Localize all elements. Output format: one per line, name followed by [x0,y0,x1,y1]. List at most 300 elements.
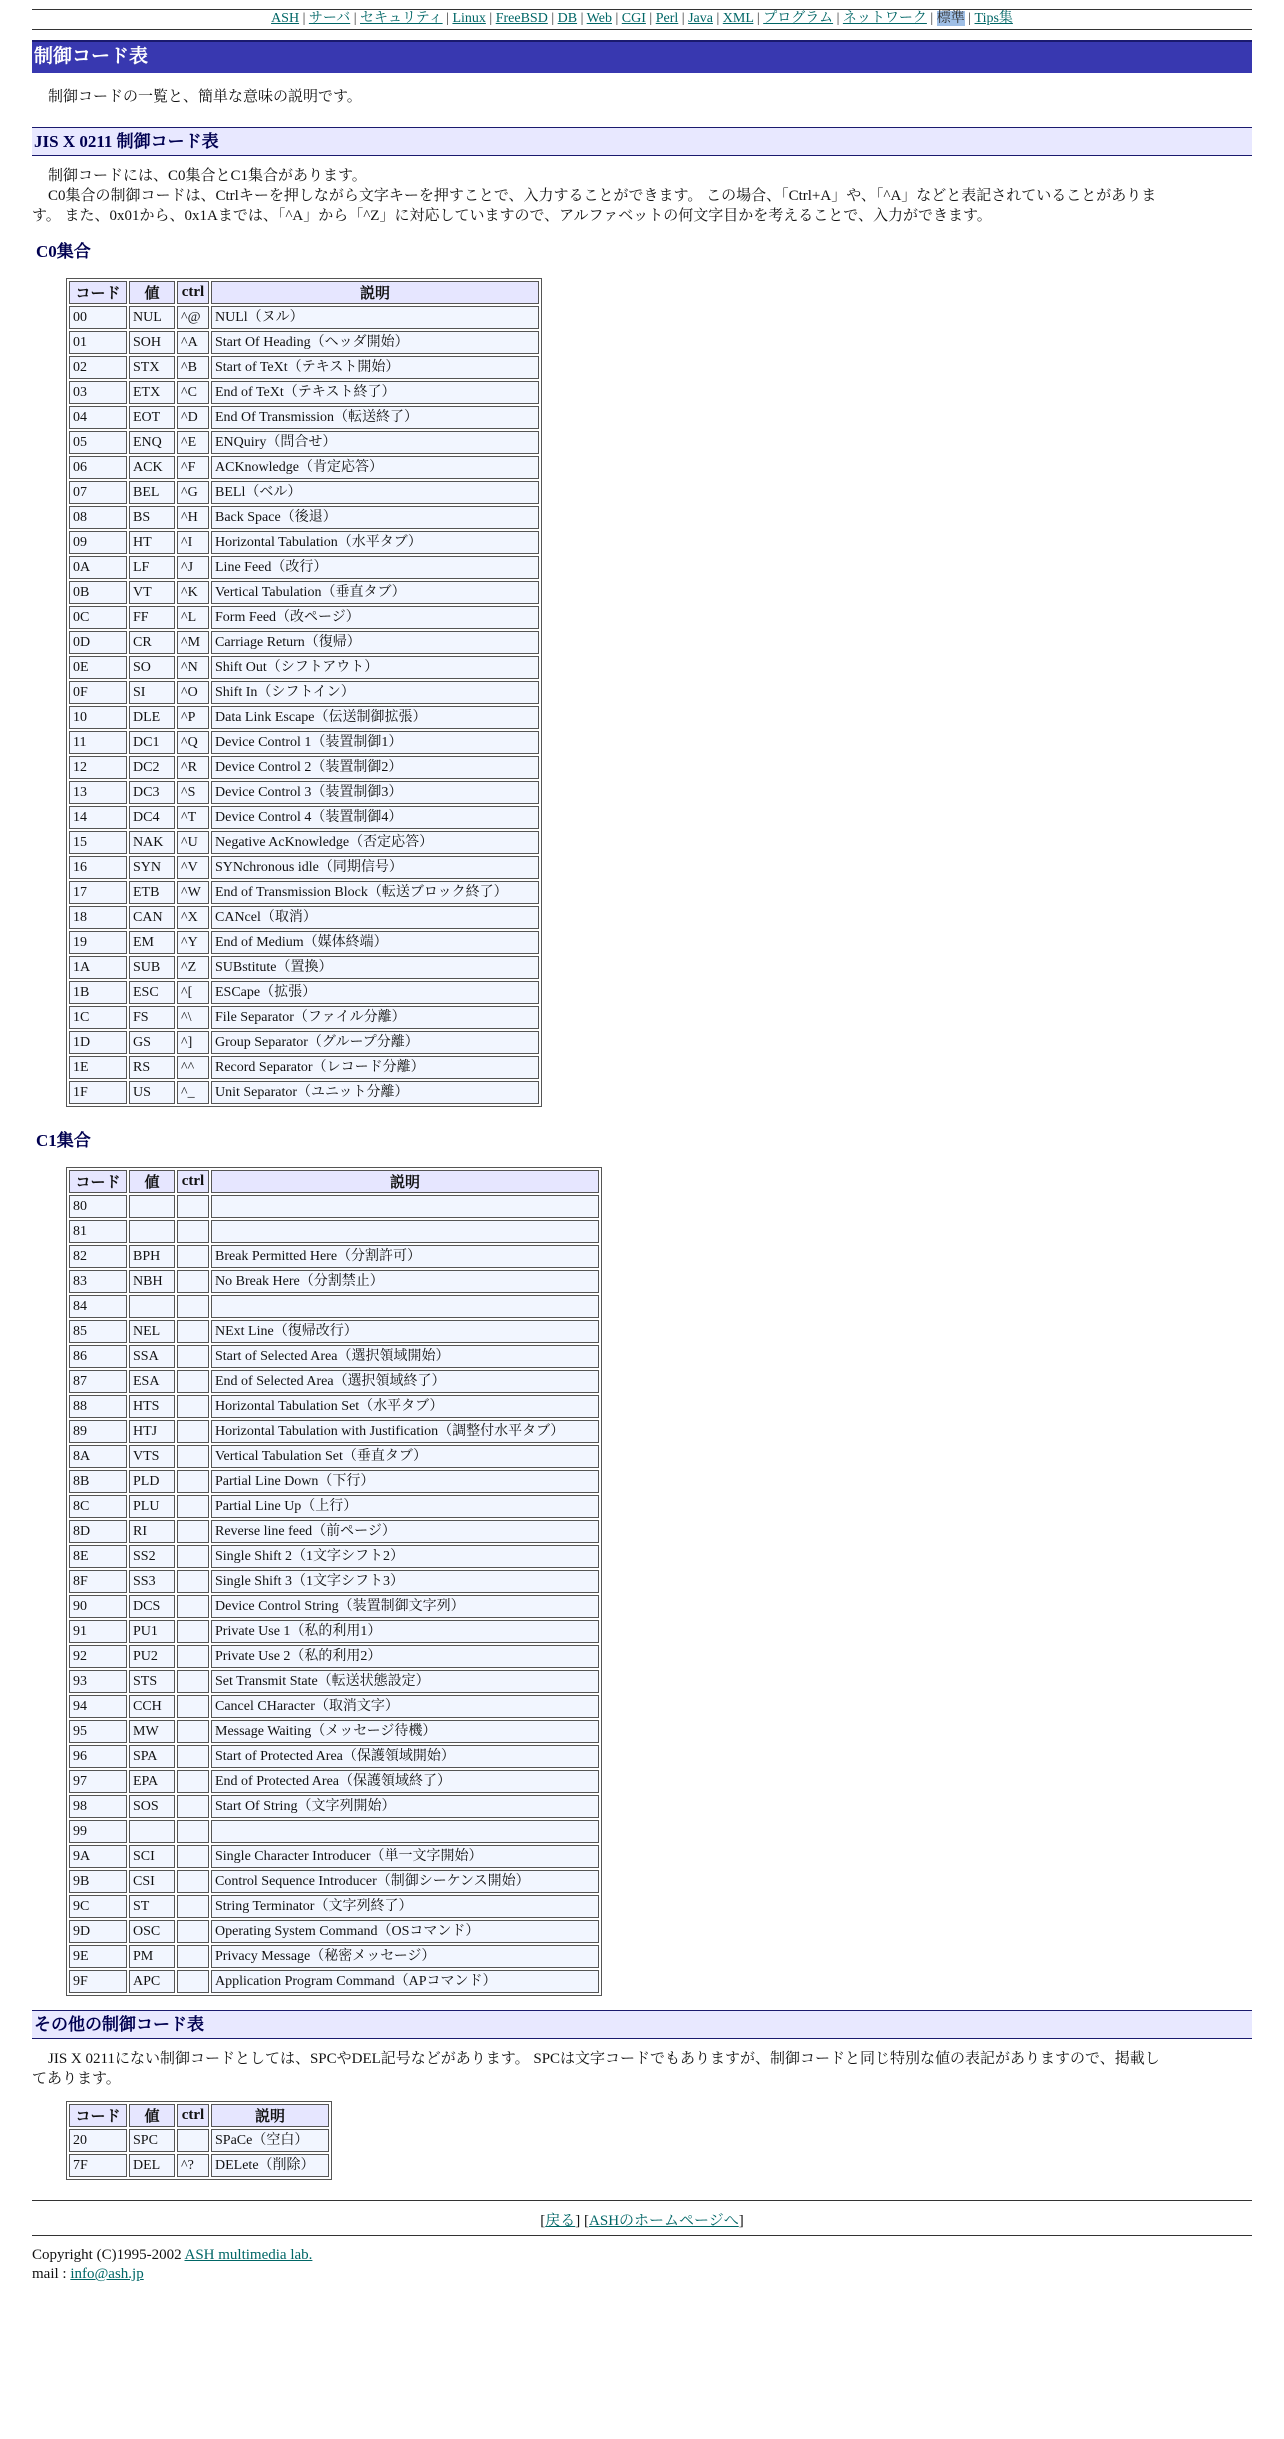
page-title: 制御コード表 [32,40,1252,73]
cell-value: LF [129,556,175,579]
cell-ctrl [177,1595,209,1618]
cell-desc: Message Waiting（メッセージ待機） [211,1720,599,1743]
table-row [69,756,539,779]
cell-ctrl [177,1670,209,1693]
table-row [69,306,539,329]
cell-desc: No Break Here（分割禁止） [211,1270,599,1293]
cell-desc: Device Control 4（装置制御4） [211,806,539,829]
cell-ctrl [177,1195,209,1218]
cell-desc: Partial Line Down（下行） [211,1470,599,1493]
cell-desc: Horizontal Tabulation（水平タブ） [211,531,539,554]
cell-ctrl: ^O [177,681,209,704]
cell-desc [211,1220,599,1243]
cell-desc: Single Character Introducer（単一文字開始） [211,1845,599,1868]
cell-ctrl: ^G [177,481,209,504]
cell-ctrl: ^\ [177,1006,209,1029]
cell-ctrl [177,1545,209,1568]
cell-desc: Start Of Heading（ヘッダ開始） [211,331,539,354]
cell-value: SUB [129,956,175,979]
cell-code: 10 [69,706,127,729]
cell-ctrl: ^A [177,331,209,354]
table-row [69,1620,599,1643]
cell-ctrl: ^P [177,706,209,729]
jis-desc-line2: C0集合の制御コードは、Ctrlキーを押しながら文字キーを押すことで、入力することができます。 この場合、「Ctrl+A」や、「^A」などと表記されていることがありま [48,188,1157,204]
cell-ctrl [177,1695,209,1718]
cell-ctrl [177,1895,209,1918]
cell-ctrl: ^_ [177,1081,209,1104]
cell-desc: Device Control 3（装置制御3） [211,781,539,804]
cell-value: BEL [129,481,175,504]
cell-value: EM [129,931,175,954]
table-row [69,1820,599,1843]
cell-value: HTJ [129,1420,175,1443]
table-row [69,856,539,879]
table-row [69,1081,539,1104]
cell-value: PU2 [129,1645,175,1668]
cell-value: SI [129,681,175,704]
table-row [69,1056,539,1079]
cell-value: EPA [129,1770,175,1793]
cell-code: 07 [69,481,127,504]
mail-link[interactable]: info@ash.jp [70,2266,144,2282]
table-row [69,1770,599,1793]
cell-desc: Device Control String（装置制御文字列） [211,1595,599,1618]
cell-desc: ESCape（拡張） [211,981,539,1004]
cell-code: 9C [69,1895,127,1918]
cell-ctrl: ^Q [177,731,209,754]
nav-separator: | [299,11,309,26]
cell-ctrl: ^] [177,1031,209,1054]
org-link[interactable]: ASH multimedia lab. [184,2247,313,2263]
cell-code: 8A [69,1445,127,1468]
cell-desc: Shift Out（シフトアウト） [211,656,539,679]
nav-link[interactable]: Web [586,11,612,26]
cell-code: 9A [69,1845,127,1868]
cell-ctrl [177,1220,209,1243]
table-row [69,581,539,604]
table-row [69,631,539,654]
cell-desc: SPaCe（空白） [211,2129,329,2152]
cell-value [129,1220,175,1243]
table-header-row [69,1170,599,1193]
cell-ctrl: ^D [177,406,209,429]
cell-code: 9B [69,1870,127,1893]
cell-desc: Line Feed（改行） [211,556,539,579]
nav-separator: | [753,11,764,26]
cell-ctrl [177,1395,209,1418]
cell-code: 03 [69,381,127,404]
cell-value: VT [129,581,175,604]
cell-code: 95 [69,1720,127,1743]
cell-ctrl: ^M [177,631,209,654]
nav-separator: | [442,11,453,26]
nav-separator: | [350,11,361,26]
table-row [69,556,539,579]
cell-code: 8C [69,1495,127,1518]
cell-desc: SUBstitute（置換） [211,956,539,979]
cell-desc: File Separator（ファイル分離） [211,1006,539,1029]
cell-value: ESC [129,981,175,1004]
cell-code: 89 [69,1420,127,1443]
table-row [69,1345,599,1368]
table-row [69,481,539,504]
cell-code: 87 [69,1370,127,1393]
cell-desc: Vertical Tabulation Set（垂直タブ） [211,1445,599,1468]
cell-desc: Control Sequence Introducer（制御シーケンス開始） [211,1870,599,1893]
cell-value: ENQ [129,431,175,454]
cell-desc: Horizontal Tabulation Set（水平タブ） [211,1395,599,1418]
table-row [69,881,539,904]
back-link[interactable]: 戻る [545,2213,576,2229]
table-row [69,731,539,754]
nav-link[interactable]: 標準 [936,11,965,26]
nav-link[interactable]: XML [722,11,754,26]
header-code: コード [69,2104,127,2127]
table-row [69,1420,599,1443]
cell-desc: Record Separator（レコード分離） [211,1056,539,1079]
nav-link[interactable]: Java [688,11,713,26]
cell-code: 0B [69,581,127,604]
table-row [69,981,539,1004]
cell-code: 91 [69,1620,127,1643]
cell-desc: Start Of String（文字列開始） [211,1795,599,1818]
table-header-row [69,2104,329,2127]
nav-link[interactable]: ASH [271,11,300,26]
cell-ctrl: ^J [177,556,209,579]
cell-code: 20 [69,2129,127,2152]
cell-code: 02 [69,356,127,379]
cell-code: 19 [69,931,127,954]
table-row [69,1395,599,1418]
section-other-description [32,2049,1252,2089]
cell-ctrl [177,1620,209,1643]
cell-value: EOT [129,406,175,429]
cell-ctrl: ^T [177,806,209,829]
table-row [69,1295,599,1318]
cell-code: 90 [69,1595,127,1618]
cell-ctrl [177,2129,209,2152]
cell-desc: Operating System Command（OSコマンド） [211,1920,599,1943]
cell-desc: Single Shift 2（1文字シフト2） [211,1545,599,1568]
cell-value: PM [129,1945,175,1968]
cell-value: CR [129,631,175,654]
cell-ctrl: ^E [177,431,209,454]
cell-code: 8E [69,1545,127,1568]
cell-desc: Single Shift 3（1文字シフト3） [211,1570,599,1593]
cell-code: 00 [69,306,127,329]
header-desc: 説明 [211,281,539,304]
cell-code: 11 [69,731,127,754]
cell-code: 15 [69,831,127,854]
cell-code: 08 [69,506,127,529]
nav-separator: | [611,11,622,26]
cell-ctrl [177,1945,209,1968]
table-row [69,781,539,804]
top-navigation [32,9,1252,30]
nav-link[interactable]: セキュリティ [360,11,443,26]
cell-desc: Device Control 1（装置制御1） [211,731,539,754]
cell-value: ETB [129,881,175,904]
nav-separator: | [833,11,843,26]
nav-link[interactable]: ネットワーク [842,11,927,26]
cell-value: SPC [129,2129,175,2152]
cell-desc: SYNchronous idle（同期信号） [211,856,539,879]
nav-link[interactable]: DB [557,11,578,26]
cell-code: 04 [69,406,127,429]
cell-ctrl: ^Z [177,956,209,979]
table-row [69,1370,599,1393]
cell-value: DC3 [129,781,175,804]
cell-ctrl [177,1845,209,1868]
other-table [66,2101,332,2180]
header-desc: 説明 [211,1170,599,1193]
table-row [69,1031,539,1054]
cell-value: MW [129,1720,175,1743]
table-row [69,931,539,954]
cell-value: DC4 [129,806,175,829]
cell-ctrl [177,1795,209,1818]
cell-ctrl: ^C [177,381,209,404]
cell-desc: Negative AcKnowledge（否定応答） [211,831,539,854]
table-row [69,356,539,379]
section-heading-jis: JIS X 0211 制御コード表 [32,127,1252,156]
nav-separator: | [485,11,496,26]
header-value: 値 [129,1170,175,1193]
cell-code: 80 [69,1195,127,1218]
cell-value: DLE [129,706,175,729]
header-ctrl: ctrl [177,2104,209,2127]
table-row [69,1195,599,1218]
table-row [69,431,539,454]
table-row [69,1220,599,1243]
cell-desc: End of Selected Area（選択領域終了） [211,1370,599,1393]
cell-desc: String Terminator（文字列終了） [211,1895,599,1918]
cell-desc: Break Permitted Here（分割許可） [211,1245,599,1268]
nav-link[interactable]: Linux [452,11,486,26]
table-row [69,956,539,979]
cell-value: BPH [129,1245,175,1268]
cell-desc: Form Feed（改ページ） [211,606,539,629]
header-value: 値 [129,2104,175,2127]
nav-link[interactable]: プログラム [763,11,834,26]
cell-code: 1E [69,1056,127,1079]
table-row [69,1845,599,1868]
jis-desc-line1: 制御コードには、C0集合とC1集合があります。 [48,168,367,184]
cell-desc: Reverse line feed（前ページ） [211,1520,599,1543]
cell-code: 1B [69,981,127,1004]
cell-desc: Device Control 2（装置制御2） [211,756,539,779]
cell-desc: Partial Line Up（上行） [211,1495,599,1518]
cell-value [129,1820,175,1843]
cell-desc: Start of Selected Area（選択領域開始） [211,1345,599,1368]
cell-value: NBH [129,1270,175,1293]
table-row [69,1645,599,1668]
cell-value: SSA [129,1345,175,1368]
cell-value: VTS [129,1445,175,1468]
cell-ctrl: ^Y [177,931,209,954]
cell-code: 0F [69,681,127,704]
cell-desc: Back Space（後退） [211,506,539,529]
cell-code: 01 [69,331,127,354]
header-code: コード [69,281,127,304]
table-row [69,1270,599,1293]
table-row [69,456,539,479]
cell-ctrl: ^S [177,781,209,804]
cell-code: 12 [69,756,127,779]
table-row [69,1595,599,1618]
table-row [69,1445,599,1468]
table-row [69,1545,599,1568]
table-row [69,506,539,529]
cell-desc: Group Separator（グループ分離） [211,1031,539,1054]
cell-code: 17 [69,881,127,904]
cell-code: 8D [69,1520,127,1543]
cell-code: 09 [69,531,127,554]
cell-code: 83 [69,1270,127,1293]
cell-desc: Private Use 1（私的利用1） [211,1620,599,1643]
cell-value: GS [129,1031,175,1054]
cell-ctrl: ^@ [177,306,209,329]
cell-code: 0D [69,631,127,654]
cell-desc: End of Transmission Block（転送ブロック終了） [211,881,539,904]
cell-value: SOS [129,1795,175,1818]
bottom-navigation: [戻る] [ASHのホームページへ] [32,2200,1252,2236]
nav-link[interactable]: Tips集 [974,11,1013,26]
cell-value: FS [129,1006,175,1029]
page [32,9,1252,2284]
table-row [69,331,539,354]
cell-value: US [129,1081,175,1104]
cell-ctrl [177,1420,209,1443]
cell-code: 8F [69,1570,127,1593]
cell-value: NUL [129,306,175,329]
cell-value: ST [129,1895,175,1918]
cell-desc [211,1820,599,1843]
cell-desc: Unit Separator（ユニット分離） [211,1081,539,1104]
cell-code: 7F [69,2154,127,2177]
cell-ctrl: ^K [177,581,209,604]
nav-separator: | [712,11,723,26]
copyright-text: Copyright (C)1995-2002 [32,2247,185,2263]
cell-desc: Shift In（シフトイン） [211,681,539,704]
other-desc-line1: JIS X 0211にない制御コードとしては、SPCやDEL記号などがあります。 SPCは文字コードでもありますが、制御コードと同じ特別な値の表記がありますので、掲載し [48,2051,1160,2067]
cell-desc: NULl（ヌル） [211,306,539,329]
mail-label: mail : [32,2266,71,2282]
table-row [69,681,539,704]
cell-value [129,1195,175,1218]
table-row [69,381,539,404]
cell-value: ESA [129,1370,175,1393]
cell-desc: CANcel（取消） [211,906,539,929]
cell-desc: End of TeXt（テキスト終了） [211,381,539,404]
table-row [69,1245,599,1268]
section-jis-description [32,166,1252,226]
table-row [69,531,539,554]
cell-code: 18 [69,906,127,929]
nav-link[interactable]: Perl [655,11,679,26]
cell-value: NAK [129,831,175,854]
cell-desc: End of Medium（媒体終端） [211,931,539,954]
table-header-row [69,281,539,304]
cell-value: DEL [129,2154,175,2177]
table-row [69,1520,599,1543]
c0-table [66,278,542,1107]
table-row [69,1670,599,1693]
table-row [69,656,539,679]
cell-ctrl [177,1745,209,1768]
cell-desc: Start of Protected Area（保護領域開始） [211,1745,599,1768]
cell-code: 86 [69,1345,127,1368]
other-desc-line2: てあります。 [32,2071,121,2087]
cell-code: 0C [69,606,127,629]
cell-code: 9D [69,1920,127,1943]
cell-value: SYN [129,856,175,879]
cell-code: 1D [69,1031,127,1054]
c0-heading: C0集合 [36,242,91,261]
cell-ctrl: ^X [177,906,209,929]
cell-ctrl [177,1720,209,1743]
table-row [69,1695,599,1718]
cell-desc: Private Use 2（私的利用2） [211,1645,599,1668]
cell-value: SO [129,656,175,679]
cell-value: RS [129,1056,175,1079]
nav-link[interactable]: FreeBSD [495,11,548,26]
cell-desc: ACKnowledge（肯定応答） [211,456,539,479]
cell-code: 94 [69,1695,127,1718]
cell-code: 16 [69,856,127,879]
cell-ctrl [177,1370,209,1393]
header-code: コード [69,1170,127,1193]
cell-ctrl [177,1345,209,1368]
cell-desc [211,1195,599,1218]
home-link[interactable]: ASHのホームページへ [589,2213,739,2229]
cell-ctrl [177,1870,209,1893]
cell-value: OSC [129,1920,175,1943]
nav-separator: | [926,11,937,26]
cell-ctrl [177,1445,209,1468]
cell-value: DCS [129,1595,175,1618]
cell-ctrl [177,1245,209,1268]
nav-separator: | [577,11,587,26]
table-row [69,1470,599,1493]
c1-heading: C1集合 [36,1131,91,1150]
nav-separator: | [964,11,975,26]
cell-desc: Application Program Command（APコマンド） [211,1970,599,1993]
table-row [69,1495,599,1518]
cell-desc: BELl（ベル） [211,481,539,504]
cell-ctrl: ^^ [177,1056,209,1079]
cell-ctrl [177,1570,209,1593]
cell-value: APC [129,1970,175,1993]
cell-code: 99 [69,1820,127,1843]
nav-link[interactable]: CGI [621,11,646,26]
cell-code: 14 [69,806,127,829]
footer [32,2246,1252,2284]
nav-link[interactable]: サーバ [308,11,351,26]
cell-desc: Privacy Message（秘密メッセージ） [211,1945,599,1968]
cell-value: FF [129,606,175,629]
cell-ctrl [177,1820,209,1843]
cell-desc: Horizontal Tabulation with Justification（調整付水平タブ） [211,1420,599,1443]
cell-desc: Data Link Escape（伝送制御拡張） [211,706,539,729]
cell-code: 0E [69,656,127,679]
cell-value: RI [129,1520,175,1543]
cell-value: CCH [129,1695,175,1718]
cell-ctrl [177,1295,209,1318]
nav-separator: | [645,11,656,26]
copyright-line [32,2246,1252,2265]
table-row [69,1945,599,1968]
